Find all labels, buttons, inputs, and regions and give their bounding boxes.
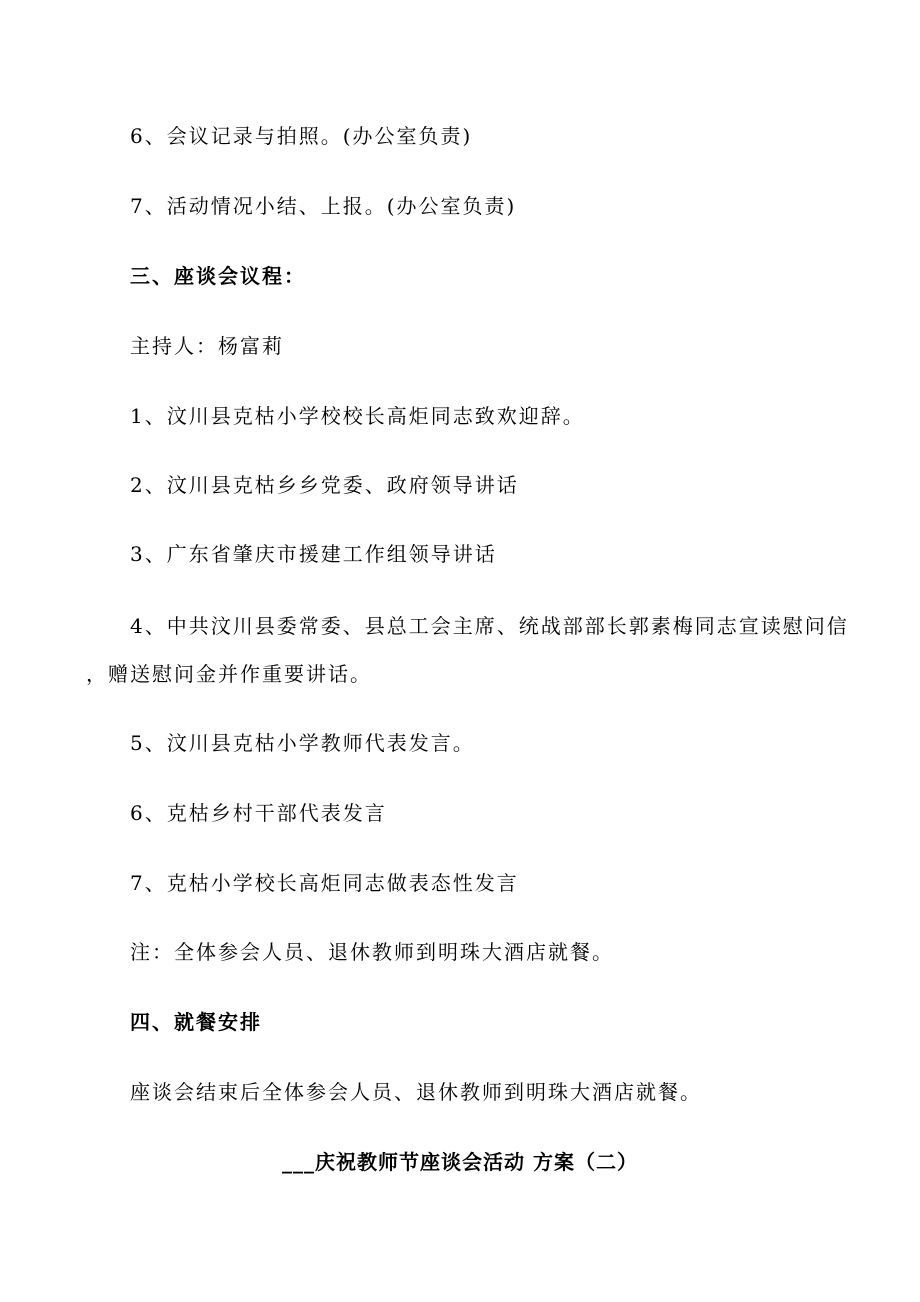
agenda-item: 2、汶川县克枯乡乡党委、政府领导讲话 [130,473,519,497]
list-item: 7、活动情况小结、上报。(办公室负责) [130,194,517,218]
section-heading: 三、座谈会议程： [130,264,306,288]
agenda-item: 1、汶川县克枯小学校校长高炬同志致欢迎辞。 [130,404,585,428]
note-line: 注：全体参会人员、退休教师到明珠大酒店就餐。 [130,940,614,964]
agenda-item: 5、汶川县克枯小学教师代表发言。 [130,731,475,755]
paragraph: 座谈会结束后全体参会人员、退休教师到明珠大酒店就餐。 [130,1080,702,1104]
agenda-item-continued: ，赠送慰问金并作重要讲话。 [86,662,372,686]
agenda-item: 4、中共汶川县委常委、县总工会主席、统战部部长郭素梅同志宣读慰问信 [130,614,849,638]
host-line: 主持人：杨富莉 [130,334,284,358]
agenda-item: 7、克枯小学校长高炬同志做表态性发言 [130,871,519,895]
document-title: ___庆祝教师节座谈会活动 方案（二） [282,1150,638,1174]
agenda-item: 6、克枯乡村干部代表发言 [130,801,387,825]
agenda-item: 3、广东省肇庆市援建工作组领导讲话 [130,542,497,566]
section-heading: 四、就餐安排 [130,1010,262,1034]
list-item: 6、会议记录与拍照。(办公室负责) [130,124,473,148]
